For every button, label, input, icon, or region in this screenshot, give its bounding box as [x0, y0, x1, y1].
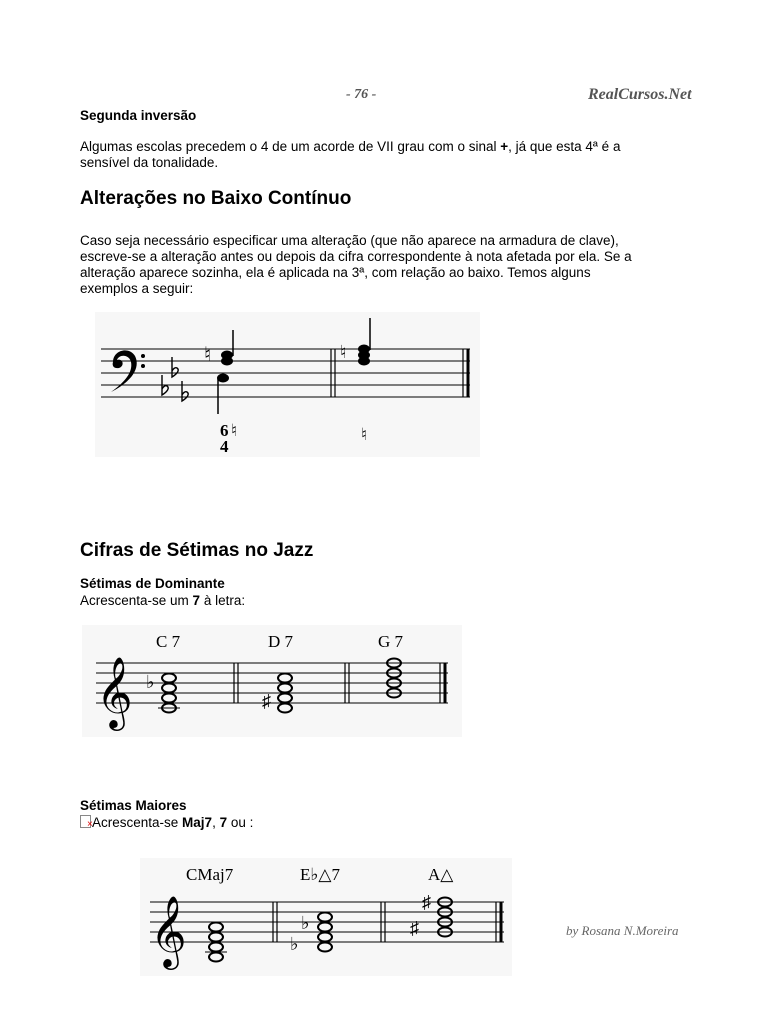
heading-setimas-maiores: Sétimas Maiores	[80, 798, 187, 813]
site-name: RealCursos.Net	[588, 86, 692, 103]
para-line: alteração aparece sozinha, ela é aplicada na 3ª, com relação ao baixo. Temos alguns	[80, 265, 591, 280]
natural-accidental-icon: ♮	[340, 342, 347, 362]
chord-label-g7: G 7	[378, 632, 404, 651]
dominant-sevenths-figure	[82, 625, 462, 737]
paragraph-alteracoes	[80, 233, 740, 297]
chord-label-cmaj7: CMaj7	[186, 865, 234, 884]
sharp-accidental-icon: ♯	[422, 892, 431, 912]
text-bold: 7	[192, 593, 201, 608]
paragraph-inversao	[80, 139, 720, 171]
chord-label-amaj: A△	[428, 865, 454, 884]
text-part: Acrescenta-se	[92, 815, 183, 830]
text-part: ou :	[227, 815, 254, 830]
chord-label-c7: C 7	[156, 632, 181, 651]
natural-accidental-icon: ♮	[204, 344, 212, 366]
figured-natural: ♮	[231, 421, 238, 440]
broken-image-icon	[80, 815, 91, 828]
chord-label-d7: D 7	[268, 632, 294, 651]
sharp-accidental-icon: ♯	[262, 691, 271, 711]
title-alteracoes: Alterações no Baixo Contínuo	[80, 188, 352, 209]
para-line: exemplos a seguir:	[80, 281, 194, 296]
text-dominante	[80, 593, 245, 609]
heading-segunda-inversao: Segunda inversão	[80, 108, 197, 123]
figured-bass-6: 6	[220, 421, 229, 440]
figured-natural-alone: ♮	[361, 425, 368, 444]
text-bold: Maj7	[182, 815, 213, 830]
text-part: ,	[212, 815, 220, 830]
treble-clef-icon: 𝄞	[150, 898, 187, 966]
title-cifras-jazz: Cifras de Sétimas no Jazz	[80, 540, 314, 561]
major-sevenths-figure	[140, 858, 512, 976]
chord-label-ebmaj7: E♭△7	[300, 865, 340, 884]
author-byline: by Rosana N.Moreira	[566, 923, 679, 938]
flat-accidental-icon: ♭	[290, 934, 299, 954]
flat-accidental-icon: ♭	[301, 913, 310, 933]
treble-clef-icon: 𝄞	[96, 659, 133, 727]
plus-sign: +	[500, 139, 509, 154]
sharp-accidental-icon: ♯	[410, 918, 419, 938]
heading-setimas-dominante: Sétimas de Dominante	[80, 576, 225, 591]
para-text: sensível da tonalidade.	[80, 155, 219, 170]
figured-bass-4: 4	[220, 437, 229, 456]
para-line: escreve-se a alteração antes ou depois da cifra correspondente à nota afetada por ela. Se a	[80, 249, 632, 264]
para-text: Algumas escolas precedem o 4 de um acorde de VII grau com o sinal	[80, 139, 501, 154]
para-text: , já que esta 4ª é a	[508, 139, 621, 154]
flat-accidental-icon: ♭	[146, 672, 155, 692]
page-number: - 76 -	[346, 87, 377, 102]
text-part: à letra:	[200, 593, 246, 608]
text-maiores	[80, 815, 253, 831]
bass-staff-figure	[95, 312, 480, 457]
text-bold: 7	[219, 815, 228, 830]
para-line: Caso seja necessário especificar uma alteração (que não aparece na armadura de clave),	[80, 233, 619, 248]
text-part: Acrescenta-se um	[80, 593, 193, 608]
